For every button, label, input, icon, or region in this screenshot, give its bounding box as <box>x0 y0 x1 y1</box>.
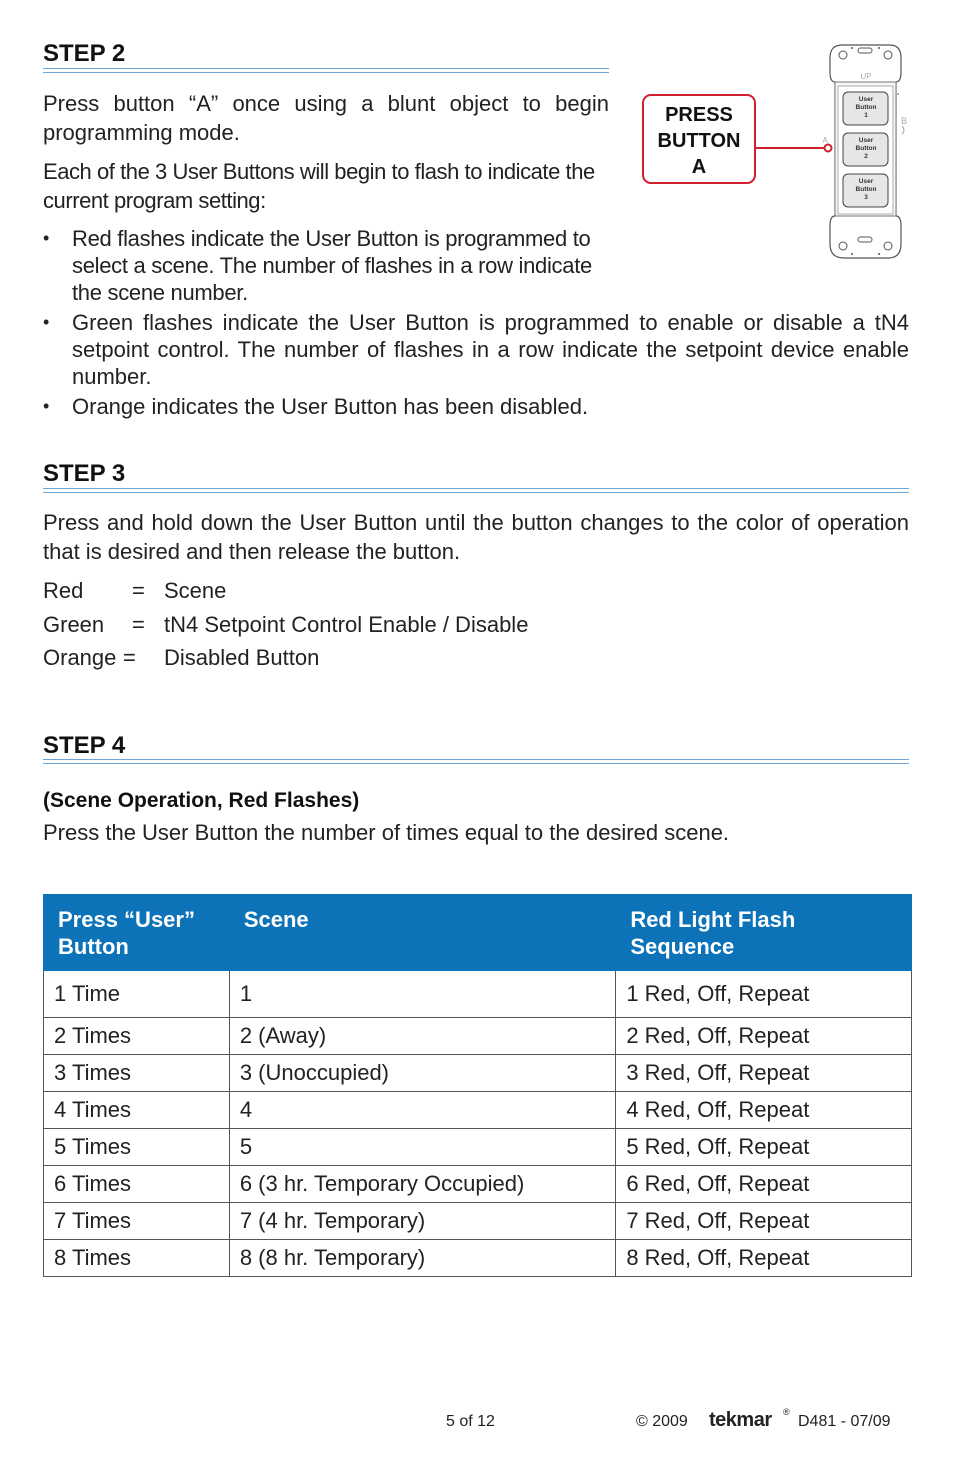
bullet-dot: • <box>43 228 50 248</box>
legend-meaning: tN4 Setpoint Control Enable / Disable <box>164 612 529 637</box>
legend-row-red <box>43 578 909 606</box>
wall-plate-diagram <box>756 40 916 265</box>
user-button-1-line3: 1 <box>864 112 868 119</box>
step3-rule <box>43 488 909 493</box>
led-indicator-top <box>897 93 899 95</box>
legend-color: Green <box>43 612 105 637</box>
step2-heading: STEP 2 <box>43 40 126 67</box>
cell-presses: 5 Times <box>44 1129 230 1166</box>
cell-sequence: 2 Red, Off, Repeat <box>616 1018 912 1055</box>
tekmar-logo: tekmar <box>709 1409 772 1431</box>
legend-meaning: Scene <box>164 578 227 603</box>
legend-color: Red <box>43 578 84 603</box>
bottom-dot-left <box>851 253 853 255</box>
cell-sequence: 7 Red, Off, Repeat <box>616 1203 912 1240</box>
bullet-green <box>43 309 909 390</box>
table-header-row <box>44 895 912 971</box>
table-row <box>44 1203 912 1240</box>
legend-meaning: Disabled Button <box>164 645 320 670</box>
legend-row-orange <box>43 645 909 673</box>
table-row <box>44 1055 912 1092</box>
cell-sequence: 3 Red, Off, Repeat <box>616 1055 912 1092</box>
cell-scene: 5 <box>229 1129 616 1166</box>
cell-scene: 3 (Unoccupied) <box>229 1055 616 1092</box>
step2-intro: Press button “A” once using a blunt object to begin programming mode. <box>43 91 609 145</box>
legend-equals: = <box>132 578 145 603</box>
user-button-2-line3: 2 <box>864 153 868 160</box>
copyright: © 2009 <box>636 1413 688 1430</box>
table-row <box>44 971 912 1018</box>
cell-scene: 8 (8 hr. Temporary) <box>229 1240 616 1277</box>
user-button-2-line1: User <box>858 137 874 144</box>
cell-scene: 6 (3 hr. Temporary Occupied) <box>229 1166 616 1203</box>
callout-line-3: A <box>691 156 707 178</box>
bullet-green-text: Green flashes indicate the User Button is programmed to enable or disable a tN4 setpoint control. The number of flashes in a row indicate the setpoint device enable number. <box>72 310 909 389</box>
label-b: B <box>900 116 908 126</box>
step4-rule <box>43 759 909 764</box>
bullet-orange-text: Orange indicates the User Button has been disabled. <box>72 394 589 419</box>
table-row <box>44 1129 912 1166</box>
top-dot-right <box>878 47 880 49</box>
cell-presses: 8 Times <box>44 1240 230 1277</box>
step4-subheading: (Scene Operation, Red Flashes) <box>43 789 360 812</box>
step2-description: Each of the 3 User Buttons will begin to flash to indicate the current program setting: <box>43 159 595 213</box>
table-row <box>44 1166 912 1203</box>
cell-scene: 4 <box>229 1092 616 1129</box>
cell-presses: 7 Times <box>44 1203 230 1240</box>
button-b-notch <box>902 126 904 134</box>
header-press-user-button: Press “User” Button <box>44 895 230 971</box>
cell-presses: 1 Time <box>44 971 230 1018</box>
user-button-1-line2: Button <box>855 104 877 111</box>
cell-scene: 1 <box>229 971 616 1018</box>
legend-equals: = <box>123 645 136 670</box>
step4-heading: STEP 4 <box>43 732 126 759</box>
label-a: A <box>822 136 828 145</box>
cell-presses: 2 Times <box>44 1018 230 1055</box>
cell-presses: 3 Times <box>44 1055 230 1092</box>
bullet-dot: • <box>43 396 50 416</box>
press-button-a-callout <box>642 94 756 184</box>
cell-sequence: 5 Red, Off, Repeat <box>616 1129 912 1166</box>
cell-presses: 6 Times <box>44 1166 230 1203</box>
cell-scene: 7 (4 hr. Temporary) <box>229 1203 616 1240</box>
user-button-3-line2: Button <box>855 186 877 193</box>
user-button-3-line3: 3 <box>864 194 868 201</box>
top-dot-left <box>851 47 853 49</box>
step3-heading: STEP 3 <box>43 460 126 487</box>
cell-sequence: 1 Red, Off, Repeat <box>616 971 912 1018</box>
legend-color: Orange <box>43 645 117 670</box>
step2-rule <box>43 68 609 73</box>
user-button-2-line2: Button <box>855 145 877 152</box>
page-number: 5 of 12 <box>446 1413 495 1430</box>
document-code: D481 - 07/09 <box>798 1413 891 1430</box>
legend-equals: = <box>132 612 145 637</box>
bullet-red <box>43 225 609 306</box>
step3-description: Press and hold down the User Button until the button changes to the color of operation that is desired and then release the button. <box>43 510 909 564</box>
registered-mark: ® <box>783 1407 790 1417</box>
legend-row-green <box>43 612 909 640</box>
callout-line-1: PRESS <box>665 104 733 126</box>
header-red-light-flash-sequence: Red Light Flash Sequence <box>616 895 912 971</box>
table-row <box>44 1240 912 1277</box>
header-scene: Scene <box>229 895 616 971</box>
table-row <box>44 1018 912 1055</box>
callout-line-2: BUTTON <box>657 130 741 152</box>
cell-sequence: 4 Red, Off, Repeat <box>616 1092 912 1129</box>
cell-sequence: 8 Red, Off, Repeat <box>616 1240 912 1277</box>
cell-sequence: 6 Red, Off, Repeat <box>616 1166 912 1203</box>
cell-scene: 2 (Away) <box>229 1018 616 1055</box>
bullet-orange <box>43 393 909 420</box>
bullet-red-text: Red flashes indicate the User Button is programmed to select a scene. The number of flashes in a row indicate the scene number. <box>72 226 592 305</box>
bullet-dot: • <box>43 312 50 332</box>
button-a-marker <box>825 145 832 152</box>
cell-presses: 4 Times <box>44 1092 230 1129</box>
step4-description: Press the User Button the number of times equal to the desired scene. <box>43 820 730 845</box>
user-button-1-line1: User <box>858 96 874 103</box>
bottom-dot-right <box>878 253 880 255</box>
user-button-3-line1: User <box>858 178 874 185</box>
table-row <box>44 1092 912 1129</box>
scene-table <box>43 894 912 1277</box>
label-up: UP <box>860 72 872 81</box>
